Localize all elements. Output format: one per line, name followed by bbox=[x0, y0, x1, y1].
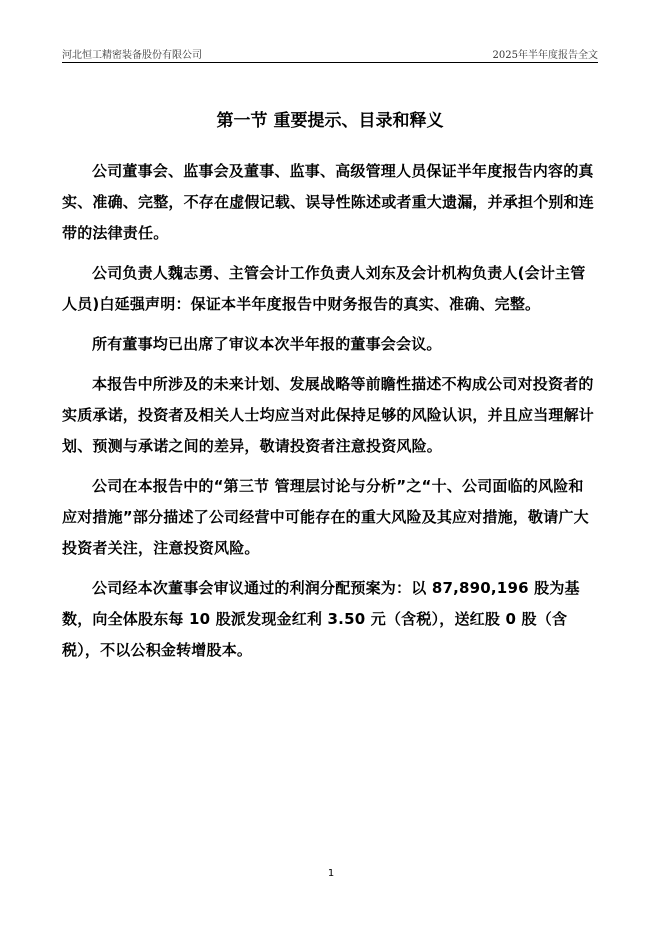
paragraph-board-guarantee: 公司董事会、监事会及董事、监事、高级管理人员保证半年度报告内容的真实、准确、完整，不存在虚假记载、误导性陈述或者重大遗漏，并承担个别和连带的法律责任。 bbox=[62, 162, 595, 242]
paragraph-responsible-persons: 公司负责人魏志勇、主管会计工作负责人刘东及会计机构负责人(会计主管人员)白延强声明：保证本半年度报告中财务报告的真实、准确、完整。 bbox=[62, 264, 586, 313]
header-company-name: 河北恒工精密装备股份有限公司 bbox=[62, 50, 202, 61]
header-report-name: 2025年半年度报告全文 bbox=[492, 50, 598, 61]
notice-body bbox=[62, 156, 598, 675]
paragraph-profit-distribution: 公司经本次董事会审议通过的利润分配预案为：以 87,890,196 股为基数，向全体股东每 10 股派发现金红利 3.50 元（含税），送红股 0 股（含税），不以公积金转增股本。 bbox=[62, 579, 580, 659]
section-title: 第一节 重要提示、目录和释义 bbox=[216, 111, 444, 131]
paragraph-risk-notice: 公司在本报告中的“第三节 管理层讨论与分析”之“十、公司面临的风险和应对措施”部分描述了公司经营中可能存在的重大风险及其应对措施，敬请广大投资者关注，注意投资风险。 bbox=[62, 477, 589, 557]
page-number: 1 bbox=[327, 868, 335, 879]
paragraph-directors-attendance: 所有董事均已出席了审议本次半年报的董事会会议。 bbox=[92, 335, 442, 353]
paragraph-forward-looking: 本报告中所涉及的未来计划、发展战略等前瞻性描述不构成公司对投资者的实质承诺，投资者及相关人士均应当对此保持足够的风险认识，并且应当理解计划、预测与承诺之间的差异，敬请投资者注意投资风险。 bbox=[62, 375, 595, 455]
page-header bbox=[62, 44, 598, 63]
